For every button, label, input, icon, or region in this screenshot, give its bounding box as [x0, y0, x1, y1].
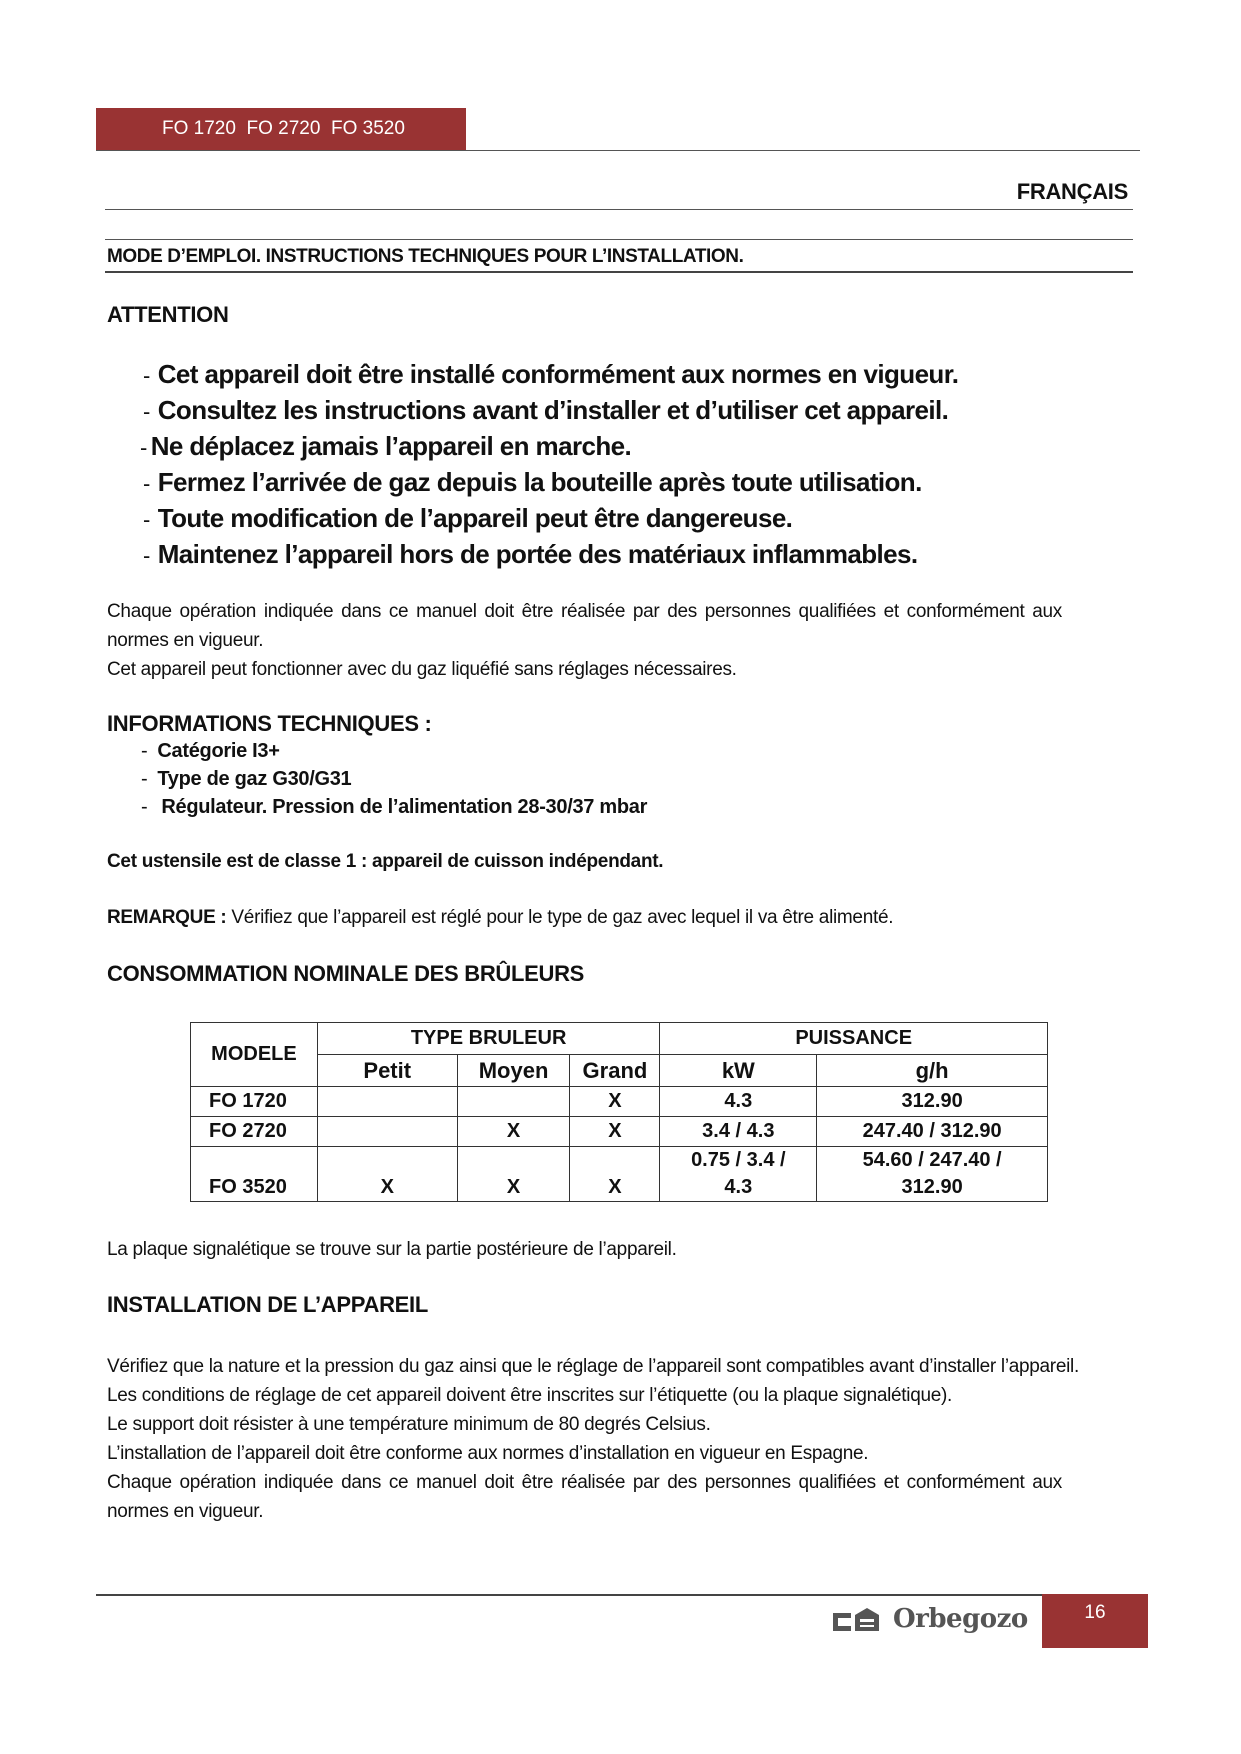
tech-info-item: - Catégorie I3+ [141, 740, 280, 762]
col-header-kw: kW [660, 1055, 817, 1087]
attention-item: - Maintenez l’appareil hors de portée des matériaux inflammables. [143, 539, 918, 569]
col-header-burner-type: TYPE BRULEUR [317, 1023, 660, 1055]
attention-item: - Ne déplacez jamais l’appareil en marche. [140, 431, 632, 461]
models-header-tab [96, 108, 466, 150]
installation-paragraph: L’installation de l’appareil doit être conforme aux normes d’installation en vigueur en Espagne. [107, 1443, 869, 1464]
attention-item: - Toute modification de l’appareil peut être dangereuse. [143, 503, 793, 533]
table-row: FO 2720 X X 3.4 / 4.3 247.40 / 312.90 [191, 1117, 1048, 1147]
installation-text [107, 1352, 1149, 1526]
brand-logo [833, 1600, 1028, 1638]
attention-item: - Fermez l’arrivée de gaz depuis la bouteille après toute utilisation. [143, 467, 922, 497]
tech-info-item: - Régulateur. Pression de l’alimentation 28-30/37 mbar [141, 796, 648, 818]
remark [107, 907, 893, 929]
models-label: FO 1720 FO 2720 FO 3520 [162, 118, 405, 139]
intro-text [107, 597, 1062, 684]
consumption-heading: CONSOMMATION NOMINALE DES BRÛLEURS [107, 961, 585, 986]
col-header-petit: Petit [317, 1055, 457, 1087]
intro-paragraph: Cet appareil peut fonctionner avec du gaz liquéfié sans réglages nécessaires. [107, 659, 737, 680]
col-header-grand: Grand [570, 1055, 660, 1087]
col-header-moyen: Moyen [457, 1055, 570, 1087]
tech-info-list [141, 737, 647, 821]
page-number-box [1042, 1594, 1148, 1648]
table-row: FO 1720 X 4.3 312.90 [191, 1087, 1048, 1117]
header-rule [96, 150, 1140, 151]
page-number: 16 [1084, 1602, 1106, 1623]
attention-item: - Cet appareil doit être installé conformément aux normes en vigueur. [143, 359, 959, 389]
col-header-power: PUISSANCE [660, 1023, 1048, 1055]
attention-item: - Consultez les instructions avant d’installer et d’utiliser cet appareil. [143, 395, 949, 425]
brand-name: Orbegozo [893, 1604, 1028, 1634]
intro-paragraph: Chaque opération indiquée dans ce manuel doit être réalisée par des personnes qualifiées et conformément aux normes en vigueur. [107, 601, 1062, 651]
document-subtitle: MODE D’EMPLOI. INSTRUCTIONS TECHNIQUES POUR L’INSTALLATION. [107, 246, 744, 267]
footer-rule [96, 1594, 1042, 1596]
installation-paragraph: Les conditions de réglage de cet appareil doivent être inscrites sur l’étiquette (ou la plaque signalétique). [107, 1385, 953, 1406]
installation-paragraph: Le support doit résister à une température minimum de 80 degrés Celsius. [107, 1414, 711, 1435]
installation-heading: INSTALLATION DE L’APPAREIL [107, 1292, 428, 1317]
tech-info-heading: INFORMATIONS TECHNIQUES : [107, 711, 432, 736]
rating-plate-note: La plaque signalétique se trouve sur la partie postérieure de l’appareil. [107, 1239, 677, 1260]
appliance-class: Cet ustensile est de classe 1 : appareil de cuisson indépendant. [107, 851, 664, 872]
subtitle-rule-bottom [105, 271, 1133, 273]
tech-info-item: - Type de gaz G30/G31 [141, 768, 352, 790]
attention-list [140, 357, 959, 573]
attention-heading: ATTENTION [107, 302, 229, 327]
col-header-model: MODELE [191, 1023, 318, 1087]
brand-house-icon [833, 1607, 879, 1631]
language-rule [105, 209, 1133, 210]
remark-text: Vérifiez que l’appareil est réglé pour le type de gaz avec lequel il va être alimenté. [226, 907, 894, 928]
subtitle-rule-top [105, 239, 1133, 240]
language-label: FRANÇAIS [1016, 179, 1128, 204]
installation-paragraph: Vérifiez que la nature et la pression du gaz ainsi que le réglage de l’appareil sont compatibles avant d’installer l’appareil. [107, 1356, 1079, 1377]
col-header-gh: g/h [817, 1055, 1048, 1087]
installation-paragraph: Chaque opération indiquée dans ce manuel doit être réalisée par des personnes qualifiées et conformément aux normes en vigueur. [107, 1472, 1062, 1522]
remark-label: REMARQUE : [107, 907, 227, 928]
burner-consumption-table [190, 1022, 1048, 1202]
table-row: FO 3520 X X X 0.75 / 3.4 / 4.3 54.60 / 247.40 / 312.90 [191, 1147, 1048, 1202]
